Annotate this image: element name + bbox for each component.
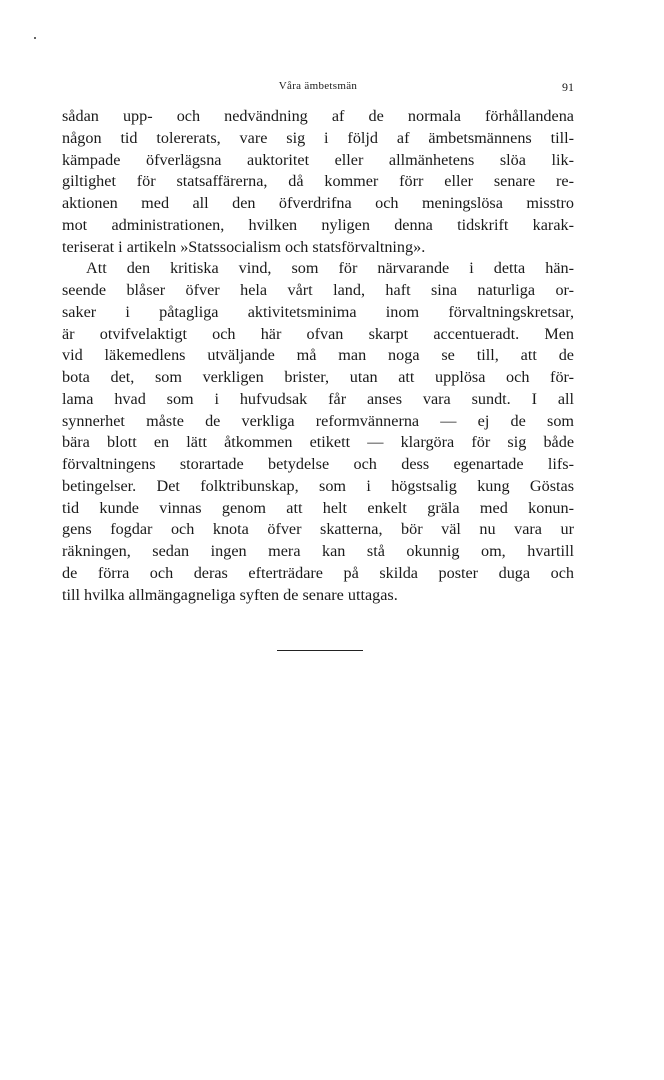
- text-line: räkningen, sedan ingen mera kan stå okunnig om, hvartill: [62, 542, 574, 560]
- page-number: 91: [562, 80, 574, 94]
- text-line: lama hvad som i hufvudsak får anses vara sundt. I all: [62, 389, 574, 408]
- paragraph-2: [62, 258, 574, 606]
- body-text: [62, 106, 574, 606]
- paragraph-1: [62, 106, 574, 258]
- text-line: Att den kritiska vind, som för närvarande i detta hän-: [86, 259, 574, 278]
- text-line: synnerhet måste de verkliga reformvännerna — ej de som: [62, 411, 574, 430]
- text-line: giltighet för statsaffärerna, då kommer förr eller senare re-: [62, 172, 574, 191]
- text-line: någon tid tolererats, vare sig i följd af ämbetsmännens till-: [62, 128, 574, 147]
- text-line: aktionen med all den öfverdrifna och meningslösa misstro: [62, 194, 574, 212]
- text-line: de förra och deras efterträdare på skilda poster duga och: [62, 563, 574, 582]
- text-line: mot administrationen, hvilken nyligen denna tidskrift karak-: [62, 215, 574, 234]
- text-line: bota det, som verkligen brister, utan att upplösa och för-: [62, 368, 574, 386]
- text-line: betingelser. Det folktribunskap, som i högstsalig kung Göstas: [62, 476, 574, 495]
- text-line: teriserat i artikeln »Statssocialism och statsförvaltning».: [62, 237, 426, 256]
- running-title: Våra ämbetsmän: [278, 80, 358, 92]
- text-line: till hvilka allmängagneliga syften de senare uttagas.: [62, 585, 398, 604]
- text-line: sådan upp- och nedvändning af de normala förhållandena: [62, 107, 574, 125]
- text-line: förvaltningens storartade betydelse och dess egenartade lifs-: [62, 455, 574, 473]
- text-line: seende blåser öfver hela vårt land, haft sina naturliga or-: [62, 281, 574, 299]
- text-line: gens fogdar och knota öfver skatterna, bör väl nu vara ur: [62, 520, 574, 539]
- section-divider: [277, 650, 363, 651]
- text-line: vid läkemedlens utväljande må man noga se till, att de: [62, 346, 574, 365]
- text-line: saker i påtagliga aktivitetsminima inom förvaltningskretsar,: [62, 302, 574, 321]
- text-line: bära blott en lätt åtkommen etikett — klargöra för sig både: [62, 433, 574, 452]
- text-line: är otvifvelaktigt och här ofvan skarpt accentueradt. Men: [62, 324, 574, 343]
- text-line: kämpade öfverlägsna auktoritet eller allmänhetens slöa lik-: [62, 150, 574, 169]
- print-speck: [34, 37, 36, 39]
- page-header: [62, 80, 574, 96]
- text-line: tid kunde vinnas genom att helt enkelt gräla med konun-: [62, 498, 574, 517]
